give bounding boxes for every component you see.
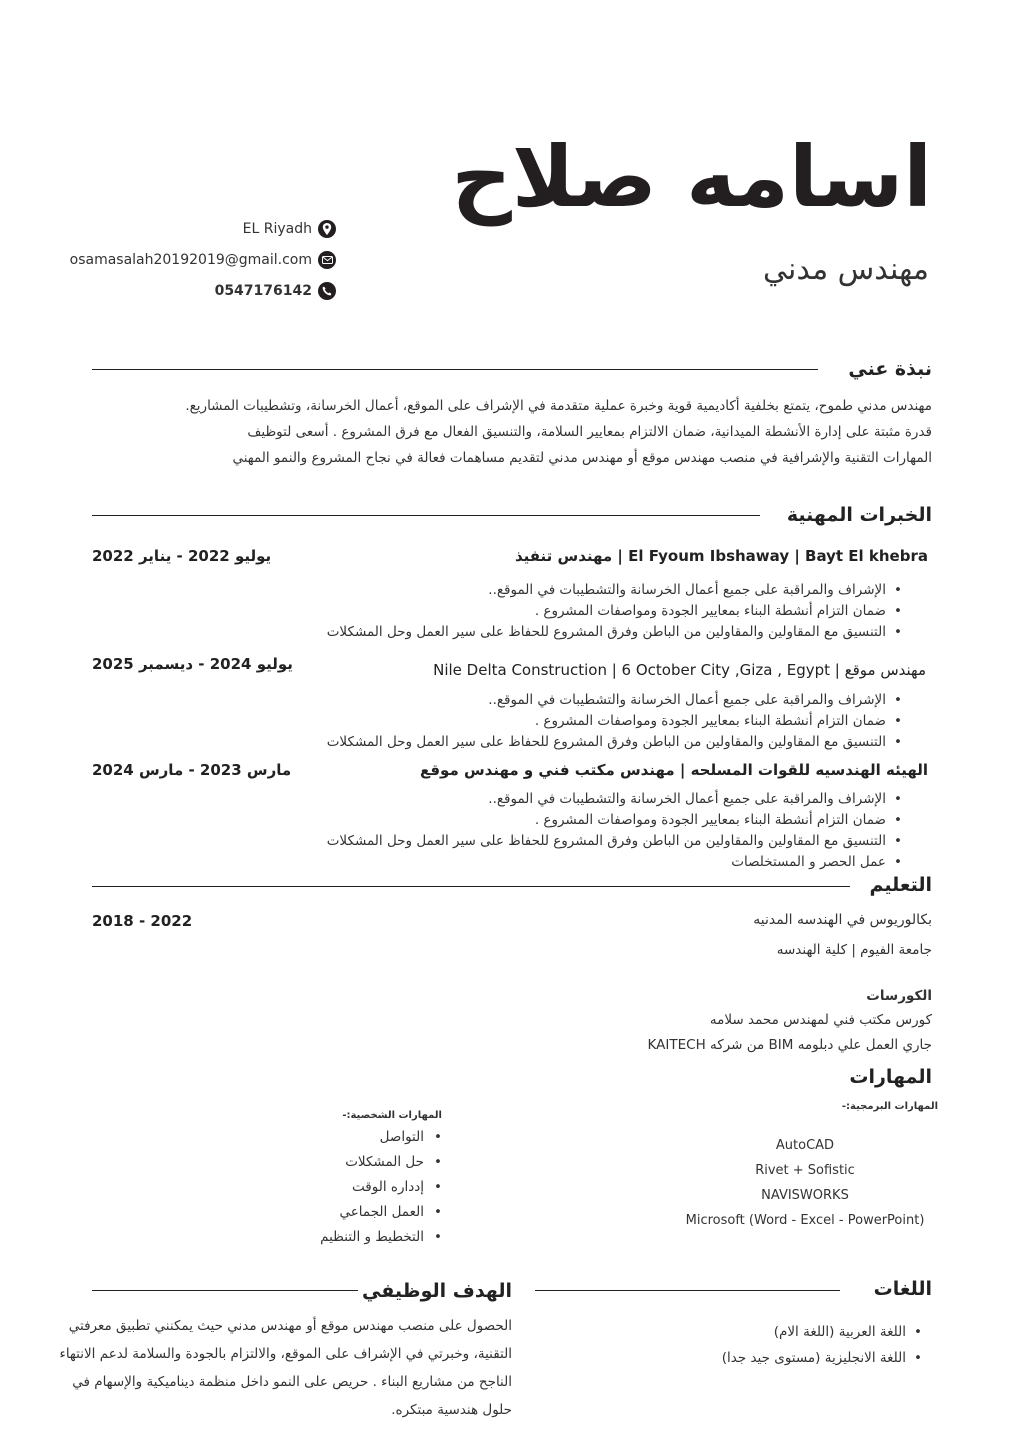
location-pin-icon [318,220,336,238]
about-divider [92,369,818,370]
skills-heading: المهارات [849,1066,932,1088]
list-item: • حل المشكلات [320,1150,442,1175]
experience-divider [92,515,760,516]
job-3-bullets [327,789,902,873]
about-text [185,393,932,471]
languages-heading: اللغات [873,1278,932,1300]
email-icon [318,251,336,269]
course-1: كورس مكتب فني لمهندس محمد سلامه [709,1012,932,1028]
list-item: • التنسيق مع المقاولين والمقاولين من الباطن وفرق المشروع للحفاظ على سير العمل وحل المشكلات [327,831,902,852]
objective-line-2: التقنية، وخبرتي في الإشراف على الموقع، والالتزام بالجودة والسلامة لدعم الانتهاء [59,1346,512,1362]
personal-skills-heading: المهارات الشخصية:- [342,1110,442,1121]
objective-heading: الهدف الوظيفي [362,1280,512,1302]
objective-divider [92,1290,358,1291]
job-2-bullets [327,690,902,753]
contact-phone[interactable] [215,282,336,300]
languages-list [722,1319,922,1371]
education-date: 2018 - 2022 [92,912,193,930]
list-item: • إدداره الوقت [320,1175,442,1200]
list-item: • التنسيق مع المقاولين والمقاولين من الباطن وفرق المشروع للحفاظ على سير العمل وحل المشكلات [327,622,902,643]
course-2: جاري العمل علي دبلومه BIM من شركه KAITECH [647,1037,932,1053]
job-2-title: مهندس موقع | Nile Delta Construction | 6 October City ,Giza , Egypt [433,661,926,679]
technical-skills-heading: المهارات البرمجية:- [841,1101,938,1112]
list-item: • التخطيط و التنظيم [320,1225,442,1250]
list-item: • الإشراف والمراقبة على جميع أعمال الخرسانة والتشطيبات في الموقع.. [327,690,902,711]
technical-skills-list [660,1133,950,1233]
contact-location [243,220,336,238]
job-1-bullets [327,580,902,643]
job-title: مهندس مدني [762,252,929,287]
contact-location-text: EL Riyadh [242,221,312,237]
experience-heading: الخبرات المهنية [786,504,932,526]
phone-icon [318,282,336,300]
languages-divider [535,1290,840,1291]
list-item: • ضمان التزام أنشطة البناء بمعايير الجودة ومواصفات المشروع . [327,601,902,622]
education-school: جامعة الفيوم | كلية الهندسه [776,942,932,958]
about-line-3: المهارات التقنية والإشرافية في منصب مهندس موقع أو مهندس مدني لتقديم مساهمات فعالة في نجاح المشروع والنمو المهني [232,450,932,466]
list-item: • التواصل [320,1125,442,1150]
objective-line-1: الحصول على منصب مهندس موقع أو مهندس مدني حيث يمكنني تطبيق معرفتي [68,1318,512,1334]
job-2-date: يوليو 2024 - ديسمبر 2025 [92,655,293,673]
education-degree: بكالوريوس في الهندسه المدنيه [753,912,932,928]
list-item: • التنسيق مع المقاولين والمقاولين من الباطن وفرق المشروع للحفاظ على سير العمل وحل المشكلات [327,732,902,753]
job-3-title: الهيئه الهندسيه للقوات المسلحه | مهندس مكتب فني و مهندس موقع [419,761,928,779]
job-1-date: يوليو 2022 - يناير 2022 [92,547,272,565]
objective-line-4: حلول هندسية مبتكره. [391,1402,512,1418]
list-item: • عمل الحصر و المستخلصات [327,852,902,873]
job-3-date: مارس 2023 - مارس 2024 [92,761,292,779]
personal-skills-list [320,1125,442,1250]
education-divider [92,886,850,887]
contact-email[interactable] [70,251,336,269]
list-item: • اللغة العربية (اللغة الام) [722,1319,922,1345]
job-1-title: El Fyoum Ibshaway | Bayt El khebra | مهندس تنفيذ [514,547,928,565]
list-item: • ضمان التزام أنشطة البناء بمعايير الجودة ومواصفات المشروع . [327,810,902,831]
list-item: • اللغة الانجليزية (مستوى جيد جدا) [722,1345,922,1371]
about-heading: نبذة عني [848,358,932,380]
courses-heading: الكورسات [866,988,932,1004]
technical-skill: Rivet + Sofistic [755,1163,855,1178]
objective-line-3: الناجح من مشاريع البناء . حريص على النمو داخل منظمة ديناميكية والإسهام في [72,1374,512,1390]
contact-email-text[interactable]: osamasalah20192019@gmail.com [69,252,312,268]
contact-phone-text[interactable]: 0547176142 [214,283,312,299]
about-line-1: مهندس مدني طموح، يتمتع بخلفية أكاديمية قوية وخبرة عملية متقدمة في الإشراف على الموقع، أعمال الخرسانة، وتشطيبات المشاريع. [185,398,932,414]
list-item: • العمل الجماعي [320,1200,442,1225]
list-item: • ضمان التزام أنشطة البناء بمعايير الجودة ومواصفات المشروع . [327,711,902,732]
technical-skill: NAVISWORKS [761,1188,849,1203]
technical-skill: AutoCAD [775,1138,835,1153]
candidate-name: اسامه صلاح [451,128,932,226]
list-item: • الإشراف والمراقبة على جميع أعمال الخرسانة والتشطيبات في الموقع.. [327,789,902,810]
education-heading: التعليم [869,874,932,896]
technical-skill: Microsoft (Word - Excel - PowerPoint) [685,1213,925,1228]
list-item: • الإشراف والمراقبة على جميع أعمال الخرسانة والتشطيبات في الموقع.. [327,580,902,601]
about-line-2: قدرة مثبتة على إدارة الأنشطة الميدانية، ضمان الالتزام بمعايير السلامة، والتنسيق الفعال مع فرق المشروع . أسعى لتوظيف [247,424,932,440]
objective-text [59,1312,512,1424]
